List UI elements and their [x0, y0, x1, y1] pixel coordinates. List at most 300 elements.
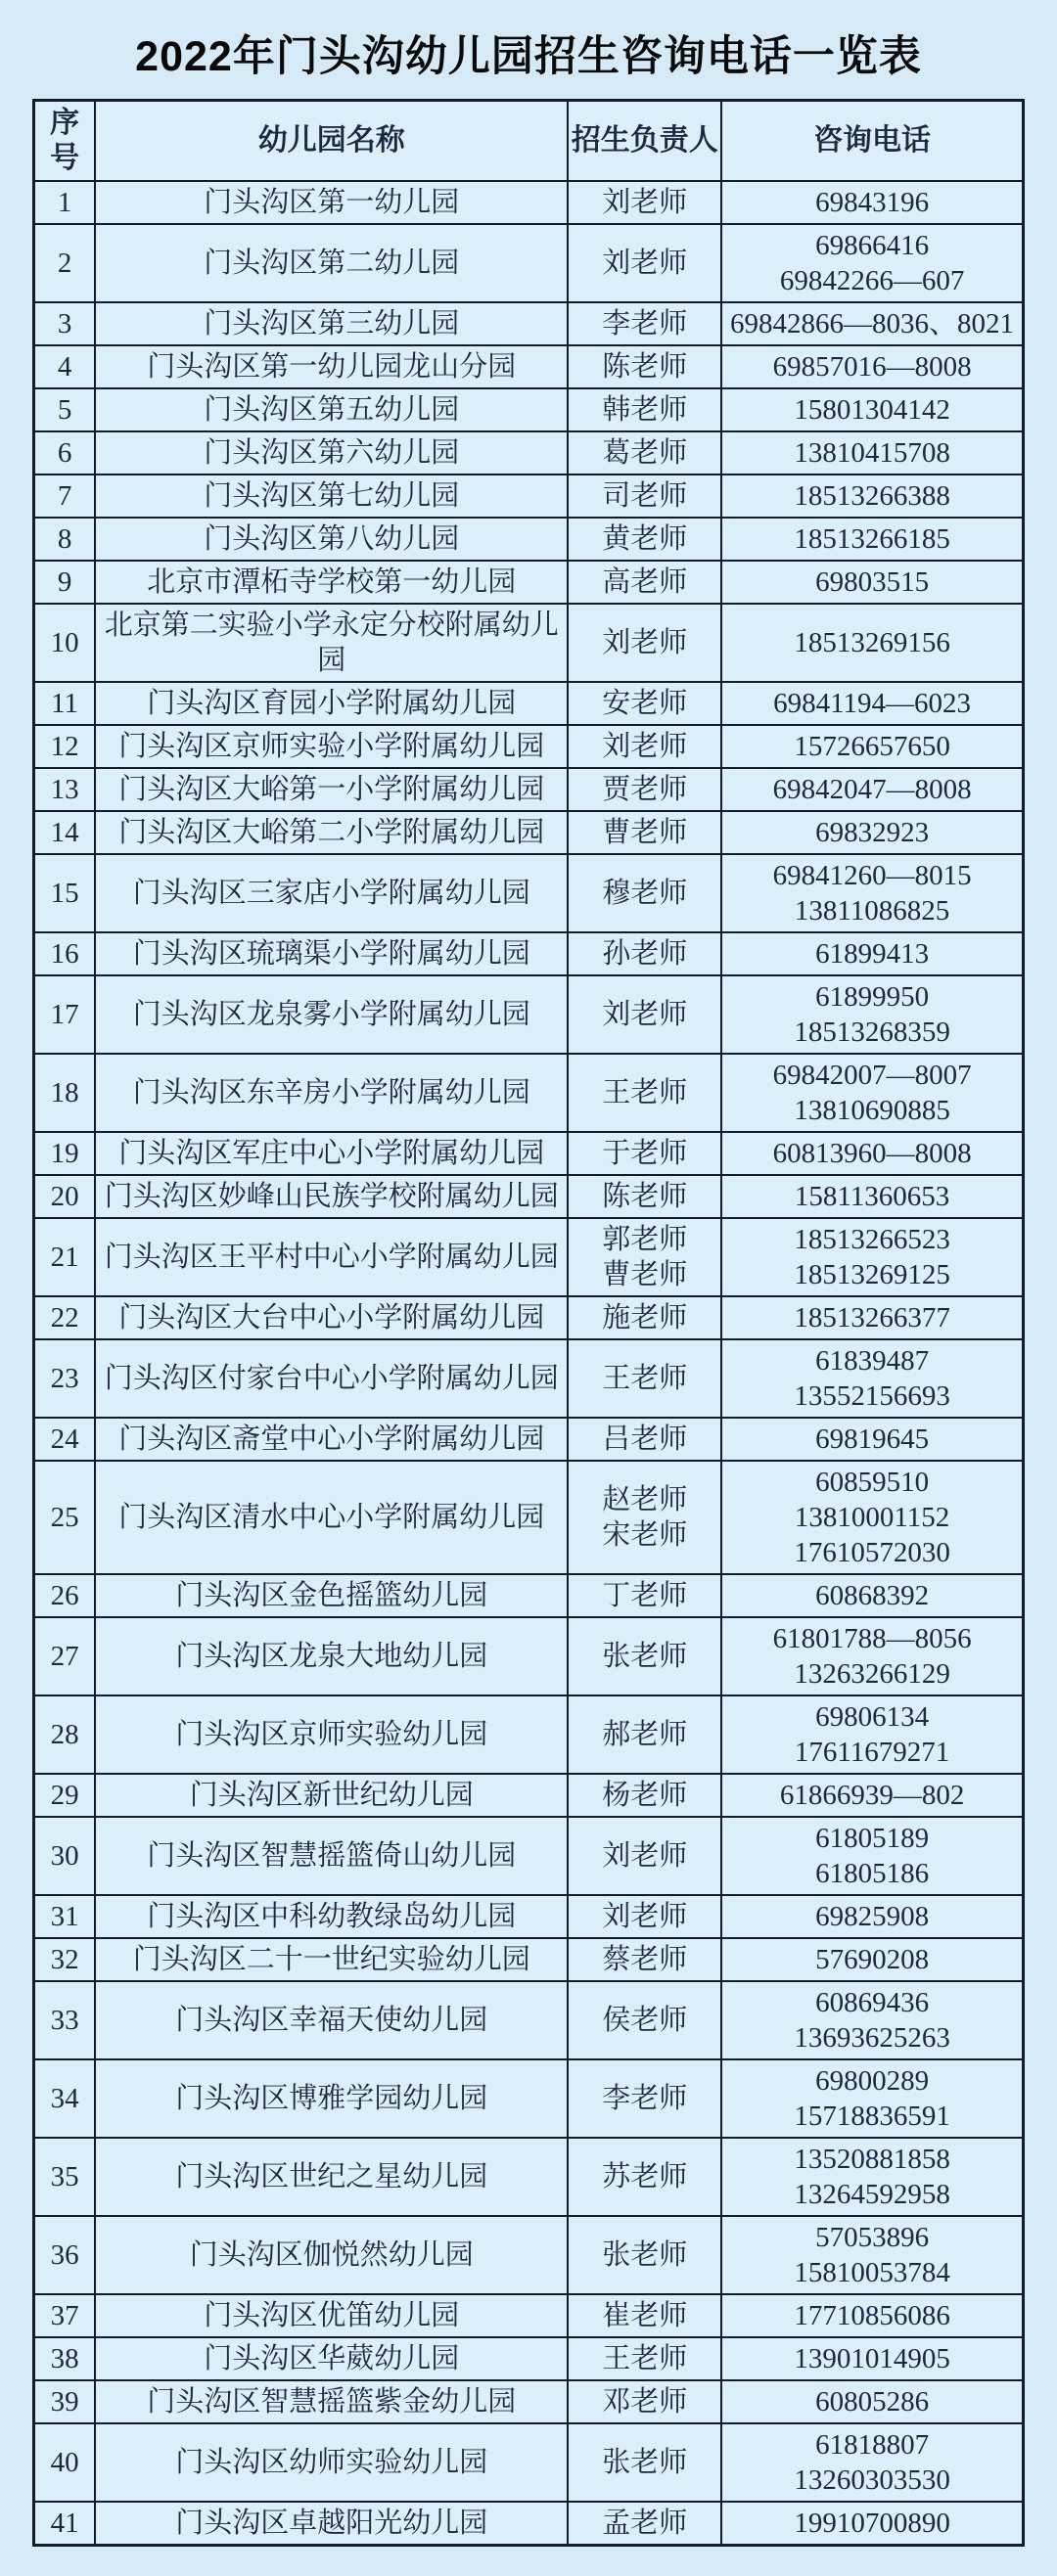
enrollment-teacher	[568, 1461, 721, 1574]
cell-line: 司老师	[602, 480, 688, 512]
table-row	[34, 302, 1024, 345]
phone-roster-table	[32, 99, 1025, 2547]
row-index: 16	[34, 932, 96, 975]
kindergarten-name: 门头沟区卓越阳光幼儿园	[95, 2502, 568, 2546]
cell-line: 60868392	[815, 1580, 930, 1611]
cell-line: 69843196	[815, 187, 930, 218]
cell-line: 69842866—8036、8021	[730, 308, 1015, 339]
kindergarten-name: 门头沟区中科幼教绿岛幼儿园	[95, 1895, 568, 1938]
cell-line: 57690208	[815, 1944, 930, 1975]
kindergarten-name: 门头沟区琉璃渠小学附属幼儿园	[95, 932, 568, 975]
cell-line: 18513266185	[794, 523, 950, 555]
cell-line: 18513269125	[794, 1259, 950, 1290]
row-index: 20	[34, 1175, 96, 1218]
row-index: 37	[34, 2294, 96, 2337]
consultation-phone	[721, 1617, 1023, 1695]
kindergarten-name: 门头沟区幸福天使幼儿园	[95, 1981, 568, 2059]
consultation-phone	[721, 1895, 1023, 1938]
cell-line: 61899950	[815, 981, 930, 1013]
cell-line: 刘老师	[602, 248, 688, 279]
cell-line: 13810415708	[794, 437, 950, 469]
kindergarten-name: 门头沟区博雅学园幼儿园	[95, 2059, 568, 2138]
row-index: 8	[34, 518, 96, 561]
enrollment-teacher	[568, 2423, 721, 2502]
cell-line: 刘老师	[602, 999, 688, 1030]
cell-line: 杨老师	[602, 1780, 688, 1811]
row-index: 35	[34, 2138, 96, 2216]
enrollment-teacher	[568, 388, 721, 431]
consultation-phone	[721, 2423, 1023, 2502]
cell-line: 13693625263	[794, 2022, 950, 2054]
enrollment-teacher	[568, 561, 721, 604]
cell-line: 孙老师	[602, 938, 688, 970]
cell-line: 刘老师	[602, 731, 688, 762]
row-index: 24	[34, 1418, 96, 1461]
kindergarten-name: 门头沟区智慧摇篮倚山幼儿园	[95, 1817, 568, 1895]
row-index: 39	[34, 2380, 96, 2423]
cell-line: 61818807	[815, 2429, 930, 2461]
cell-line: 60813960—8008	[772, 1138, 972, 1169]
enrollment-teacher	[568, 1981, 721, 2059]
row-index: 4	[34, 345, 96, 388]
kindergarten-name: 门头沟区大峪第二小学附属幼儿园	[95, 811, 568, 854]
table-row	[34, 2059, 1024, 2138]
consultation-phone	[721, 1054, 1023, 1132]
enrollment-teacher	[568, 345, 721, 388]
table-row	[34, 2423, 1024, 2502]
cell-line: 高老师	[602, 566, 688, 598]
row-index: 9	[34, 561, 96, 604]
enrollment-teacher	[568, 1054, 721, 1132]
row-index: 11	[34, 682, 96, 725]
table-row	[34, 181, 1024, 224]
consultation-phone	[721, 181, 1023, 224]
row-index: 17	[34, 975, 96, 1054]
row-index: 25	[34, 1461, 96, 1574]
cell-line: 侯老师	[602, 2005, 688, 2036]
table-row	[34, 1981, 1024, 2059]
enrollment-teacher	[568, 2337, 721, 2380]
row-index: 38	[34, 2337, 96, 2380]
kindergarten-name: 门头沟区二十一世纪实验幼儿园	[95, 1938, 568, 1981]
cell-line: 61805186	[815, 1858, 930, 1889]
row-index: 18	[34, 1054, 96, 1132]
table-row	[34, 1817, 1024, 1895]
consultation-phone	[721, 811, 1023, 854]
table-row	[34, 1774, 1024, 1817]
cell-line: 崔老师	[602, 2300, 688, 2331]
table-row	[34, 431, 1024, 475]
row-index: 41	[34, 2502, 96, 2546]
kindergarten-name: 门头沟区第五幼儿园	[95, 388, 568, 431]
row-index: 29	[34, 1774, 96, 1817]
row-index: 32	[34, 1938, 96, 1981]
cell-line: 61801788—8056	[772, 1623, 972, 1654]
cell-line: 69842266—607	[779, 265, 965, 296]
row-index: 22	[34, 1296, 96, 1339]
consultation-phone	[721, 1981, 1023, 2059]
cell-line: 蔡老师	[602, 1944, 688, 1975]
consultation-phone	[721, 1296, 1023, 1339]
row-index: 1	[34, 181, 96, 224]
cell-line: 69866416	[815, 230, 930, 261]
cell-line: 69800289	[815, 2065, 930, 2097]
cell-line: 13901014905	[794, 2343, 950, 2374]
table-row	[34, 932, 1024, 975]
enrollment-teacher	[568, 224, 721, 302]
row-index: 30	[34, 1817, 96, 1895]
cell-line: 18513266388	[794, 480, 950, 512]
kindergarten-name: 门头沟区第六幼儿园	[95, 431, 568, 475]
kindergarten-name: 门头沟区东辛房小学附属幼儿园	[95, 1054, 568, 1132]
table-row	[34, 561, 1024, 604]
kindergarten-name: 门头沟区王平村中心小学附属幼儿园	[95, 1218, 568, 1296]
consultation-phone	[721, 2380, 1023, 2423]
kindergarten-name: 门头沟区第七幼儿园	[95, 475, 568, 518]
enrollment-teacher	[568, 2216, 721, 2294]
cell-line: 黄老师	[602, 523, 688, 555]
cell-line: 李老师	[602, 2083, 688, 2114]
cell-line: 贾老师	[602, 774, 688, 805]
enrollment-teacher	[568, 2059, 721, 2138]
table-row	[34, 1054, 1024, 1132]
cell-line: 15718836591	[794, 2101, 950, 2132]
table-row	[34, 1695, 1024, 1774]
cell-line: 李老师	[602, 308, 688, 339]
cell-line: 69832923	[815, 817, 930, 848]
consultation-phone	[721, 1132, 1023, 1175]
enrollment-teacher	[568, 1574, 721, 1617]
kindergarten-name: 门头沟区妙峰山民族学校附属幼儿园	[95, 1175, 568, 1218]
cell-line: 60805286	[815, 2386, 930, 2418]
table-row	[34, 345, 1024, 388]
row-index: 2	[34, 224, 96, 302]
header-cell-phone: 咨询电话	[721, 101, 1023, 182]
row-index: 14	[34, 811, 96, 854]
kindergarten-name: 门头沟区龙泉雾小学附属幼儿园	[95, 975, 568, 1054]
row-index: 36	[34, 2216, 96, 2294]
cell-line: 13260303530	[794, 2464, 950, 2496]
consultation-phone	[721, 768, 1023, 811]
enrollment-teacher	[568, 725, 721, 768]
cell-line: 60859510	[815, 1467, 930, 1498]
cell-line: 王老师	[602, 1363, 688, 1394]
enrollment-teacher	[568, 518, 721, 561]
consultation-phone	[721, 345, 1023, 388]
cell-line: 18513268359	[794, 1017, 950, 1048]
cell-line: 于老师	[602, 1138, 688, 1169]
table-row	[34, 854, 1024, 932]
table-row	[34, 1132, 1024, 1175]
table-row	[34, 1895, 1024, 1938]
enrollment-teacher	[568, 1339, 721, 1418]
consultation-phone	[721, 1695, 1023, 1774]
consultation-phone	[721, 932, 1023, 975]
cell-line: 18513266523	[794, 1224, 950, 1255]
cell-line: 郭老师	[602, 1224, 688, 1255]
enrollment-teacher	[568, 1617, 721, 1695]
cell-line: 69819645	[815, 1424, 930, 1455]
cell-line: 王老师	[602, 2343, 688, 2374]
row-index: 6	[34, 431, 96, 475]
cell-line: 孟老师	[602, 2508, 688, 2539]
table-row	[34, 604, 1024, 682]
consultation-phone	[721, 975, 1023, 1054]
kindergarten-name: 门头沟区育园小学附属幼儿园	[95, 682, 568, 725]
table-row	[34, 725, 1024, 768]
table-row	[34, 2294, 1024, 2337]
kindergarten-name: 门头沟区龙泉大地幼儿园	[95, 1617, 568, 1695]
cell-line: 张老师	[602, 1641, 688, 1672]
cell-line: 穆老师	[602, 878, 688, 909]
cell-line: 61839487	[815, 1345, 930, 1377]
consultation-phone	[721, 2502, 1023, 2546]
cell-line: 15801304142	[794, 394, 950, 426]
cell-line: 13552156693	[794, 1380, 950, 1412]
enrollment-teacher	[568, 302, 721, 345]
enrollment-teacher	[568, 1895, 721, 1938]
cell-line: 吕老师	[602, 1424, 688, 1455]
table-row	[34, 1617, 1024, 1695]
cell-line: 苏老师	[602, 2161, 688, 2192]
enrollment-teacher	[568, 1938, 721, 1981]
cell-line: 17610572030	[794, 1537, 950, 1568]
cell-line: 61866939—802	[779, 1780, 965, 1811]
enrollment-teacher	[568, 682, 721, 725]
header-cell-index: 序号	[34, 101, 96, 182]
kindergarten-name: 门头沟区清水中心小学附属幼儿园	[95, 1461, 568, 1574]
cell-line: 57053896	[815, 2222, 930, 2253]
cell-line: 张老师	[602, 2447, 688, 2478]
consultation-phone	[721, 302, 1023, 345]
table-row	[34, 1418, 1024, 1461]
table-row	[34, 475, 1024, 518]
table-row	[34, 1461, 1024, 1574]
row-index: 31	[34, 1895, 96, 1938]
page-title: 2022年门头沟幼儿园招生咨询电话一览表	[135, 33, 922, 80]
consultation-phone	[721, 388, 1023, 431]
row-index: 27	[34, 1617, 96, 1695]
row-index: 28	[34, 1695, 96, 1774]
table-row	[34, 1218, 1024, 1296]
cell-line: 18513269156	[794, 627, 950, 658]
row-index: 12	[34, 725, 96, 768]
cell-line: 17611679271	[794, 1737, 950, 1768]
cell-line: 13810690885	[794, 1095, 950, 1126]
consultation-phone	[721, 854, 1023, 932]
row-index: 3	[34, 302, 96, 345]
cell-line: 15726657650	[794, 731, 950, 762]
enrollment-teacher	[568, 1695, 721, 1774]
kindergarten-name: 门头沟区京师实验幼儿园	[95, 1695, 568, 1774]
cell-line: 曹老师	[602, 1259, 688, 1290]
kindergarten-name: 门头沟区三家店小学附属幼儿园	[95, 854, 568, 932]
cell-line: 19910700890	[794, 2508, 950, 2539]
table-row	[34, 224, 1024, 302]
table-row	[34, 1296, 1024, 1339]
kindergarten-name: 门头沟区伽悦然幼儿园	[95, 2216, 568, 2294]
kindergarten-name: 门头沟区第八幼儿园	[95, 518, 568, 561]
consultation-phone	[721, 682, 1023, 725]
consultation-phone	[721, 561, 1023, 604]
row-index: 5	[34, 388, 96, 431]
cell-line: 王老师	[602, 1077, 688, 1108]
cell-line: 葛老师	[602, 437, 688, 469]
enrollment-teacher	[568, 2294, 721, 2337]
cell-line: 施老师	[602, 1302, 688, 1333]
cell-line: 韩老师	[602, 394, 688, 426]
enrollment-teacher	[568, 2380, 721, 2423]
enrollment-teacher	[568, 768, 721, 811]
consultation-phone	[721, 1461, 1023, 1574]
kindergarten-name: 门头沟区第一幼儿园龙山分园	[95, 345, 568, 388]
cell-line: 17710856086	[794, 2300, 950, 2331]
row-index: 34	[34, 2059, 96, 2138]
enrollment-teacher	[568, 1218, 721, 1296]
cell-line: 刘老师	[602, 1840, 688, 1872]
cell-line: 13811086825	[794, 895, 950, 926]
cell-line: 69806134	[815, 1701, 930, 1733]
enrollment-teacher	[568, 1296, 721, 1339]
cell-line: 69857016—8008	[772, 351, 972, 383]
table-row	[34, 1175, 1024, 1218]
enrollment-teacher	[568, 1175, 721, 1218]
kindergarten-name: 门头沟区大峪第一小学附属幼儿园	[95, 768, 568, 811]
enrollment-teacher	[568, 1418, 721, 1461]
row-index: 33	[34, 1981, 96, 2059]
consultation-phone	[721, 2059, 1023, 2138]
consultation-phone	[721, 2216, 1023, 2294]
cell-line: 刘老师	[602, 1901, 688, 1932]
cell-line: 18513266377	[794, 1302, 950, 1333]
kindergarten-name: 北京第二实验小学永定分校附属幼儿园	[95, 604, 568, 682]
cell-line: 13263266129	[794, 1658, 950, 1690]
enrollment-teacher	[568, 932, 721, 975]
cell-line: 刘老师	[602, 187, 688, 218]
table-row	[34, 682, 1024, 725]
enrollment-teacher	[568, 475, 721, 518]
cell-line: 邓老师	[602, 2386, 688, 2418]
kindergarten-name: 门头沟区智慧摇篮紫金幼儿园	[95, 2380, 568, 2423]
consultation-phone	[721, 224, 1023, 302]
row-index: 15	[34, 854, 96, 932]
enrollment-teacher	[568, 431, 721, 475]
table-body	[34, 181, 1024, 2546]
kindergarten-name: 门头沟区世纪之星幼儿园	[95, 2138, 568, 2216]
cell-line: 69842047—8008	[772, 774, 972, 805]
kindergarten-name: 门头沟区金色摇篮幼儿园	[95, 1574, 568, 1617]
table-row	[34, 518, 1024, 561]
header-cell-name: 幼儿园名称	[95, 101, 568, 182]
kindergarten-name: 北京市潭柘寺学校第一幼儿园	[95, 561, 568, 604]
enrollment-teacher	[568, 2502, 721, 2546]
kindergarten-name: 门头沟区斋堂中心小学附属幼儿园	[95, 1418, 568, 1461]
consultation-phone	[721, 1817, 1023, 1895]
cell-line: 曹老师	[602, 817, 688, 848]
cell-line: 郝老师	[602, 1719, 688, 1750]
row-index: 26	[34, 1574, 96, 1617]
table-row	[34, 1938, 1024, 1981]
table-row	[34, 2380, 1024, 2423]
cell-line: 69803515	[815, 566, 930, 598]
table-row	[34, 2138, 1024, 2216]
cell-line: 13264592958	[794, 2179, 950, 2210]
cell-line: 15811360653	[794, 1181, 950, 1212]
row-index: 21	[34, 1218, 96, 1296]
cell-line: 宋老师	[602, 1519, 688, 1551]
table-row	[34, 1339, 1024, 1418]
cell-line: 60869436	[815, 1987, 930, 2018]
kindergarten-name: 门头沟区优笛幼儿园	[95, 2294, 568, 2337]
consultation-phone	[721, 725, 1023, 768]
cell-line: 61899413	[815, 938, 930, 970]
enrollment-teacher	[568, 181, 721, 224]
table-row	[34, 811, 1024, 854]
row-index: 7	[34, 475, 96, 518]
cell-line: 刘老师	[602, 627, 688, 658]
table-row	[34, 768, 1024, 811]
kindergarten-name: 门头沟区军庄中心小学附属幼儿园	[95, 1132, 568, 1175]
cell-line: 丁老师	[602, 1580, 688, 1611]
kindergarten-name: 门头沟区第二幼儿园	[95, 224, 568, 302]
cell-line: 69841260—8015	[772, 860, 972, 891]
consultation-phone	[721, 475, 1023, 518]
table-row	[34, 388, 1024, 431]
row-index: 23	[34, 1339, 96, 1418]
kindergarten-name: 门头沟区付家台中心小学附属幼儿园	[95, 1339, 568, 1418]
consultation-phone	[721, 1418, 1023, 1461]
consultation-phone	[721, 1218, 1023, 1296]
row-index: 10	[34, 604, 96, 682]
consultation-phone	[721, 2138, 1023, 2216]
cell-line: 陈老师	[602, 351, 688, 383]
consultation-phone	[721, 1774, 1023, 1817]
cell-line: 69841194—6023	[773, 688, 972, 719]
enrollment-teacher	[568, 2138, 721, 2216]
consultation-phone	[721, 604, 1023, 682]
cell-line: 陈老师	[602, 1181, 688, 1212]
kindergarten-name: 门头沟区大台中心小学附属幼儿园	[95, 1296, 568, 1339]
enrollment-teacher	[568, 1774, 721, 1817]
consultation-phone	[721, 1938, 1023, 1981]
row-index: 40	[34, 2423, 96, 2502]
row-index: 13	[34, 768, 96, 811]
cell-line: 安老师	[602, 688, 688, 719]
table-row	[34, 2216, 1024, 2294]
kindergarten-name: 门头沟区第三幼儿园	[95, 302, 568, 345]
enrollment-teacher	[568, 1817, 721, 1895]
consultation-phone	[721, 1175, 1023, 1218]
kindergarten-name: 门头沟区华葳幼儿园	[95, 2337, 568, 2380]
consultation-phone	[721, 518, 1023, 561]
cell-line: 13520881858	[794, 2144, 950, 2175]
enrollment-teacher	[568, 811, 721, 854]
header-cell-teacher: 招生负责人	[568, 101, 721, 182]
table-row	[34, 2337, 1024, 2380]
consultation-phone	[721, 2294, 1023, 2337]
table-header	[34, 101, 1024, 182]
cell-line: 13810001152	[794, 1502, 950, 1533]
header-row	[34, 101, 1024, 182]
kindergarten-name: 门头沟区幼师实验幼儿园	[95, 2423, 568, 2502]
row-index: 19	[34, 1132, 96, 1175]
enrollment-teacher	[568, 604, 721, 682]
consultation-phone	[721, 1339, 1023, 1418]
cell-line: 69842007—8007	[772, 1060, 972, 1091]
kindergarten-name: 门头沟区京师实验小学附属幼儿园	[95, 725, 568, 768]
table-row	[34, 2502, 1024, 2546]
consultation-phone	[721, 431, 1023, 475]
